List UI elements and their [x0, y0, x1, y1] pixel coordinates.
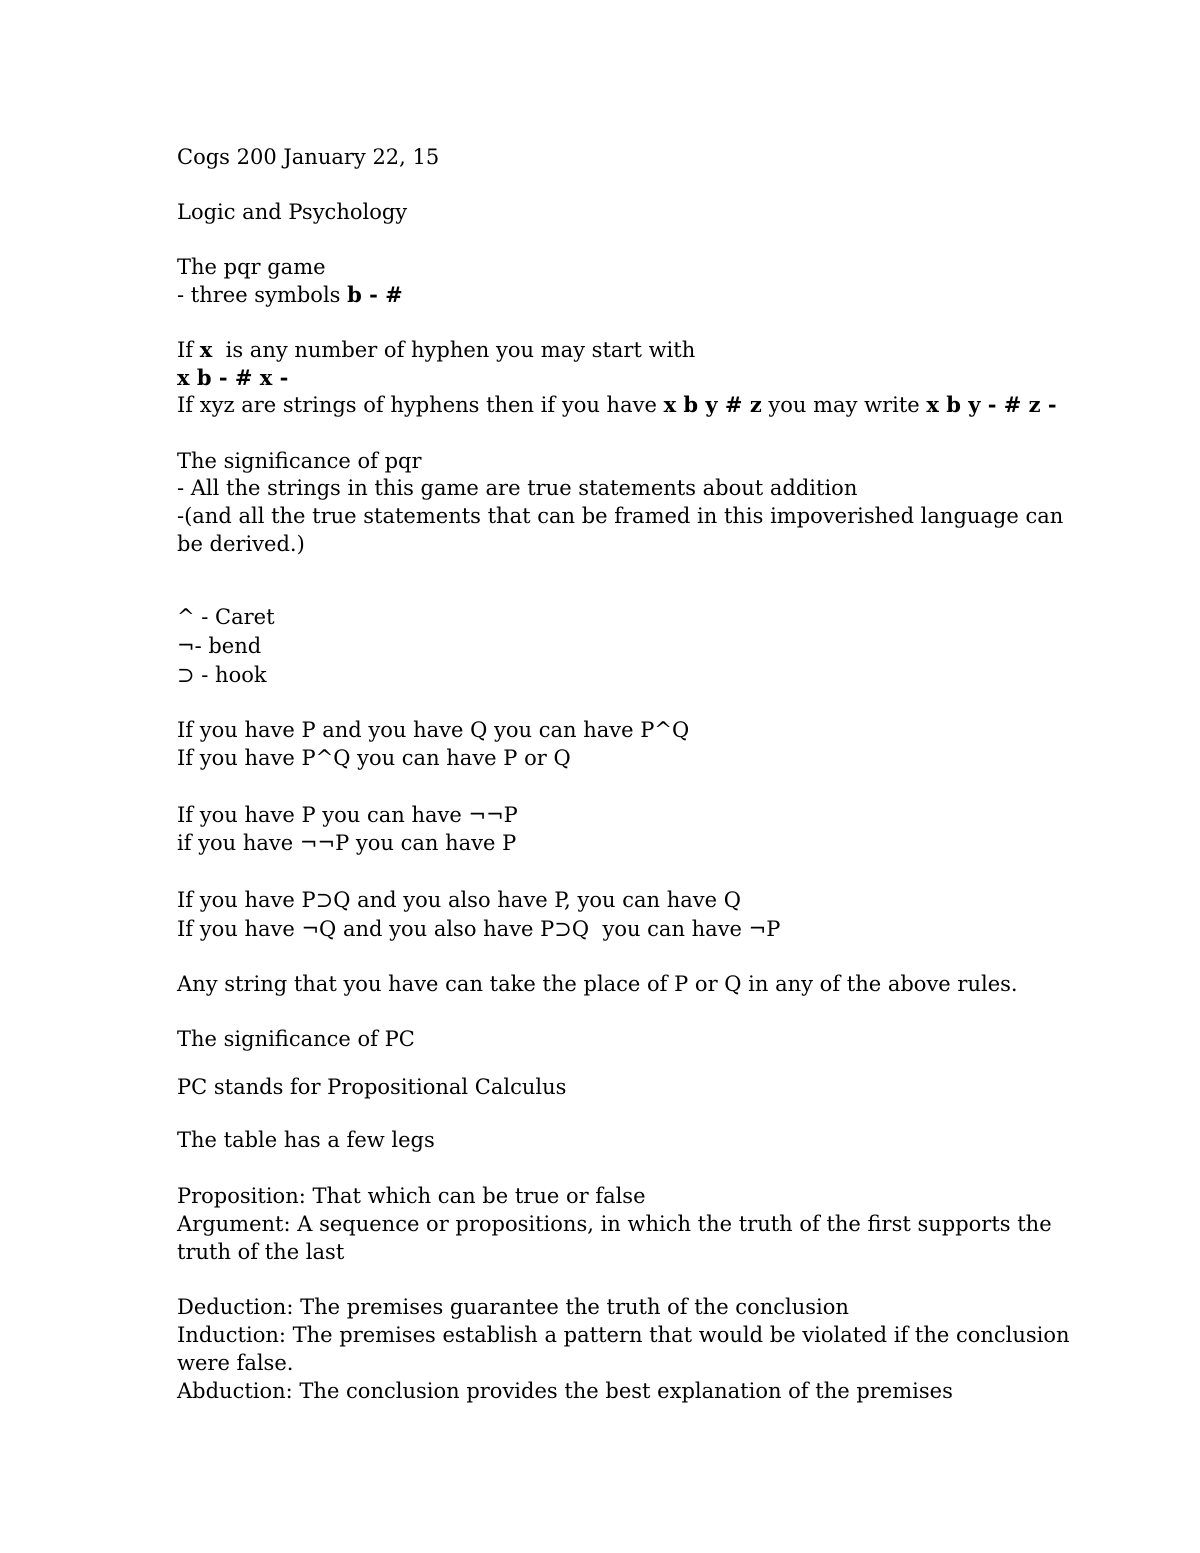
pc-legs: The table has a few legs	[177, 1128, 435, 1152]
definition-induction: Induction: The premises establish a pattern that would be violated if the conclusion	[177, 1323, 1070, 1347]
pqr-rule-write: If xyz are strings of hyphens then if you have x b y # z you may write x b y - # z -	[177, 392, 1057, 417]
definition-proposition: Proposition: That which can be true or false	[177, 1184, 646, 1208]
document-title: Cogs 200 January 22, 15	[177, 145, 440, 169]
pqr-rule-start: If x is any number of hyphen you may start with	[177, 337, 696, 362]
definition-argument: truth of the last	[177, 1240, 345, 1264]
pqr-axiom: x b - # x -	[177, 365, 289, 390]
rule-line: if you have ¬¬P you can have P	[177, 831, 517, 855]
symbol-bend: ¬- bend	[177, 634, 262, 658]
rule-line: If you have P^Q you can have P or Q	[177, 746, 571, 770]
symbol-caret: ^ - Caret	[177, 605, 275, 629]
rule-line: If you have P⊃Q and you also have P, you can have Q	[177, 888, 741, 912]
pqr-symbols-line: - three symbols b - #	[177, 282, 403, 307]
rule-line: If you have P you can have ¬¬P	[177, 803, 518, 827]
significance-pqr-line: - All the strings in this game are true statements about addition	[177, 476, 858, 500]
significance-pqr-line: -(and all the true statements that can be framed in this impoverished language can	[177, 504, 1064, 528]
rule-line: If you have P and you have Q you can have P^Q	[177, 718, 690, 742]
rule-line: Any string that you have can take the place of P or Q in any of the above rules.	[177, 972, 1018, 996]
pc-stands-for: PC stands for Propositional Calculus	[177, 1075, 567, 1099]
definition-deduction: Deduction: The premises guarantee the truth of the conclusion	[177, 1295, 849, 1319]
rule-line: If you have ¬Q and you also have P⊃Q you can have ¬P	[177, 917, 781, 941]
pqr-symbols: b - #	[347, 282, 403, 307]
significance-pqr-heading: The significance of pqr	[177, 449, 422, 473]
document-subtitle: Logic and Psychology	[177, 200, 408, 224]
definition-argument: Argument: A sequence or propositions, in which the truth of the first supports the	[177, 1212, 1052, 1236]
significance-pqr-line: be derived.)	[177, 532, 305, 556]
symbol-hook: ⊃ - hook	[177, 663, 267, 687]
pc-heading: The significance of PC	[177, 1027, 415, 1051]
definition-abduction: Abduction: The conclusion provides the best explanation of the premises	[177, 1379, 953, 1403]
definition-induction: were false.	[177, 1351, 294, 1375]
pqr-heading: The pqr game	[177, 255, 326, 279]
